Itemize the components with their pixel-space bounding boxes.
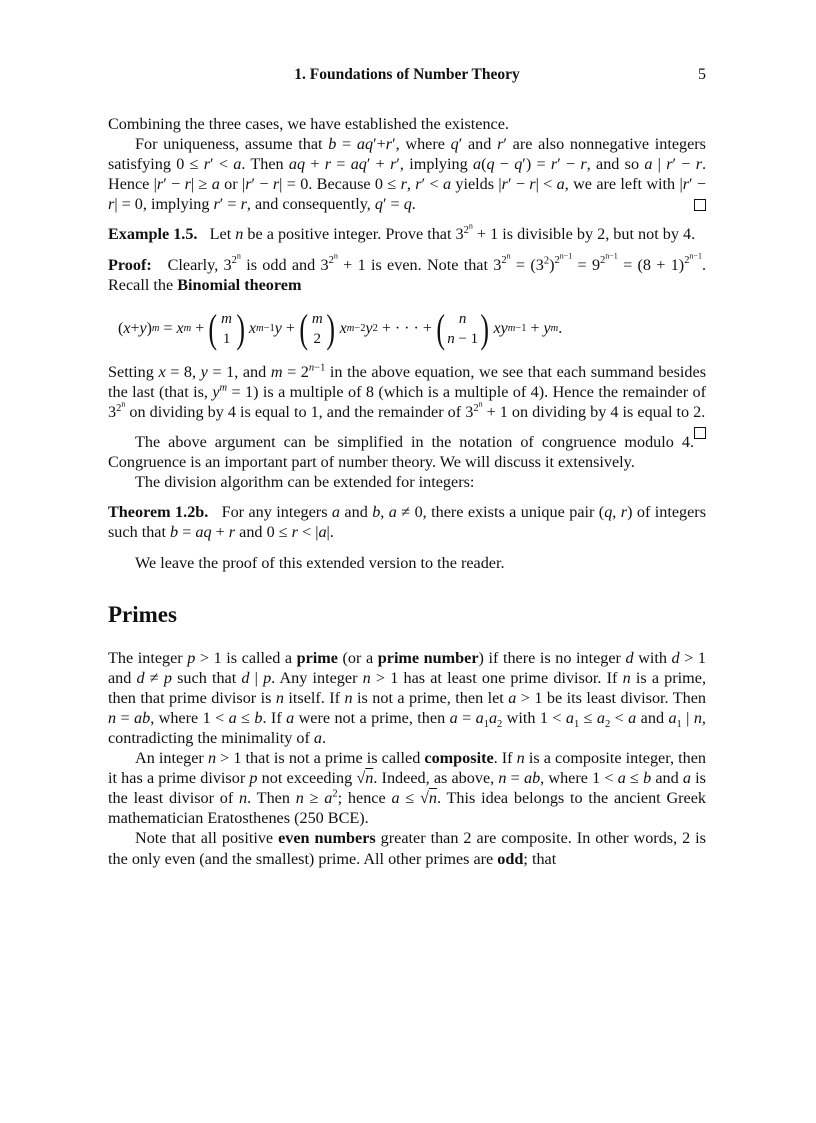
example-label: Example 1.5. [108, 225, 198, 244]
binomial-coefficient: ( m 1 ) [208, 305, 245, 351]
division-extension-paragraph: The division algorithm can be extended for integers: [135, 473, 475, 492]
leave-proof-paragraph: We leave the proof of this extended version to the reader. [135, 553, 505, 572]
proof-label: Proof: [108, 255, 152, 274]
qed-box-icon [694, 427, 706, 439]
setting-paragraph: Setting x = 8, y = 1, and $m = 2^{n-1}$ in the above equation, we see that each summand besides the last (that is, $y^m = 1$) is a multiple of 8 (which is a multiple of 4). Hence the remainder of $3^{2^n}$ on dividing by 4 is equal to 1, and the remainder of $3^{2^n} + 1$ on dividing by 4 is equal to 2. [108, 362, 706, 422]
running-header [108, 66, 706, 88]
composite-paragraph: An integer n > 1 that is not a prime is called composite. If n is a composite integer, then it has a prime divisor p not exceeding √n. Indeed, as above, n = ab, where 1 < a ≤ b and a is the least divisor of n. Then $n \ge a^2$; hence a ≤ √n. This idea belongs to the ancient Greek mathematician Eratosthenes (250 BCE). [108, 749, 707, 828]
chapter-title: 1. Foundations of Number Theory [294, 66, 520, 83]
binomial-theorem-term: Binomial theorem [177, 275, 302, 294]
example-paragraph: Example 1.5. Let n be a positive integer. Prove that $3^{2^n} + 1$ is divisible by 2, but not by 4. [108, 221, 696, 244]
qed-box-icon [694, 199, 706, 211]
existence-paragraph: Combining the three cases, we have established the existence. [108, 115, 509, 133]
even-numbers-paragraph: Note that all positive even numbers greater than 2 are composite. In other words, 2 is the only even (and the smallest) prime. All other primes are odd; that [108, 829, 706, 868]
page-number: 5 [698, 66, 706, 83]
congruence-paragraph: The above argument can be simplified in the notation of congruence modulo 4. Congruence is an important part of number theory. We will discuss it extensively. [108, 433, 694, 472]
uniqueness-paragraph: For uniqueness, assume that b = aq′+r′, where q′ and r′ are also nonnegative integers satisfying 0 ≤ r′ < a. Then aq + r = aq′ + r′, implying a(q − q′) = r′ − r, and so a | r′ − r. Hence |r′ − r| ≥ a or |r′ − r| = 0. Because 0 ≤ r, r′ < a yields |r′ − r| < a, we are left with |r′ − r| = 0, implying r′ = r, and consequently, q′ = q. [108, 135, 707, 214]
theorem-label: Theorem 1.2b. [108, 503, 209, 522]
theorem-paragraph: Theorem 1.2b. For any integers a and b, a ≠ 0, there exists a unique pair (q, r) of integers such that b = aq + r and 0 ≤ r < |a|. [108, 503, 706, 542]
binomial-coefficient: ( m 2 ) [299, 305, 336, 351]
prime-definition-paragraph: The integer p > 1 is called a prime (or a prime number) if there is no integer d with d > 1 and d ≠ p such that d | p. Any integer n > 1 has at least one prime divisor. If n is a prime, then that prime divisor is n itself. If n is not a prime, then let a > 1 be its least divisor. Then n = ab, where 1 < a ≤ b. If a were not a prime, then $a = a_1a_2$ with $1 < a_1 \le a_2 < a$ and $a_1$ | n, contradicting the minimality of a. [108, 648, 707, 747]
proof-paragraph: Proof: Clearly, $3^{2^n}$ is odd and $3^{2^n} + 1$ is even. Note that $3^{2^n} = (3^2)^{2^{n-1}} = 9^{2^{n-1}} = (8 + 1)^{2^{n-1}}$. Recall the Binomial theorem [108, 251, 707, 294]
section-heading-primes: Primes [108, 601, 177, 627]
page-body [108, 114, 706, 869]
binomial-coefficient: ( n n − 1 ) [436, 305, 490, 351]
binomial-equation: ( x + y ) m = x m + ( m 1 ) x m−1 y + ( m 2 ) x m−2 y 2 + · · · + ( n n − 1 ) xy m−1 + y m . [118, 305, 563, 351]
